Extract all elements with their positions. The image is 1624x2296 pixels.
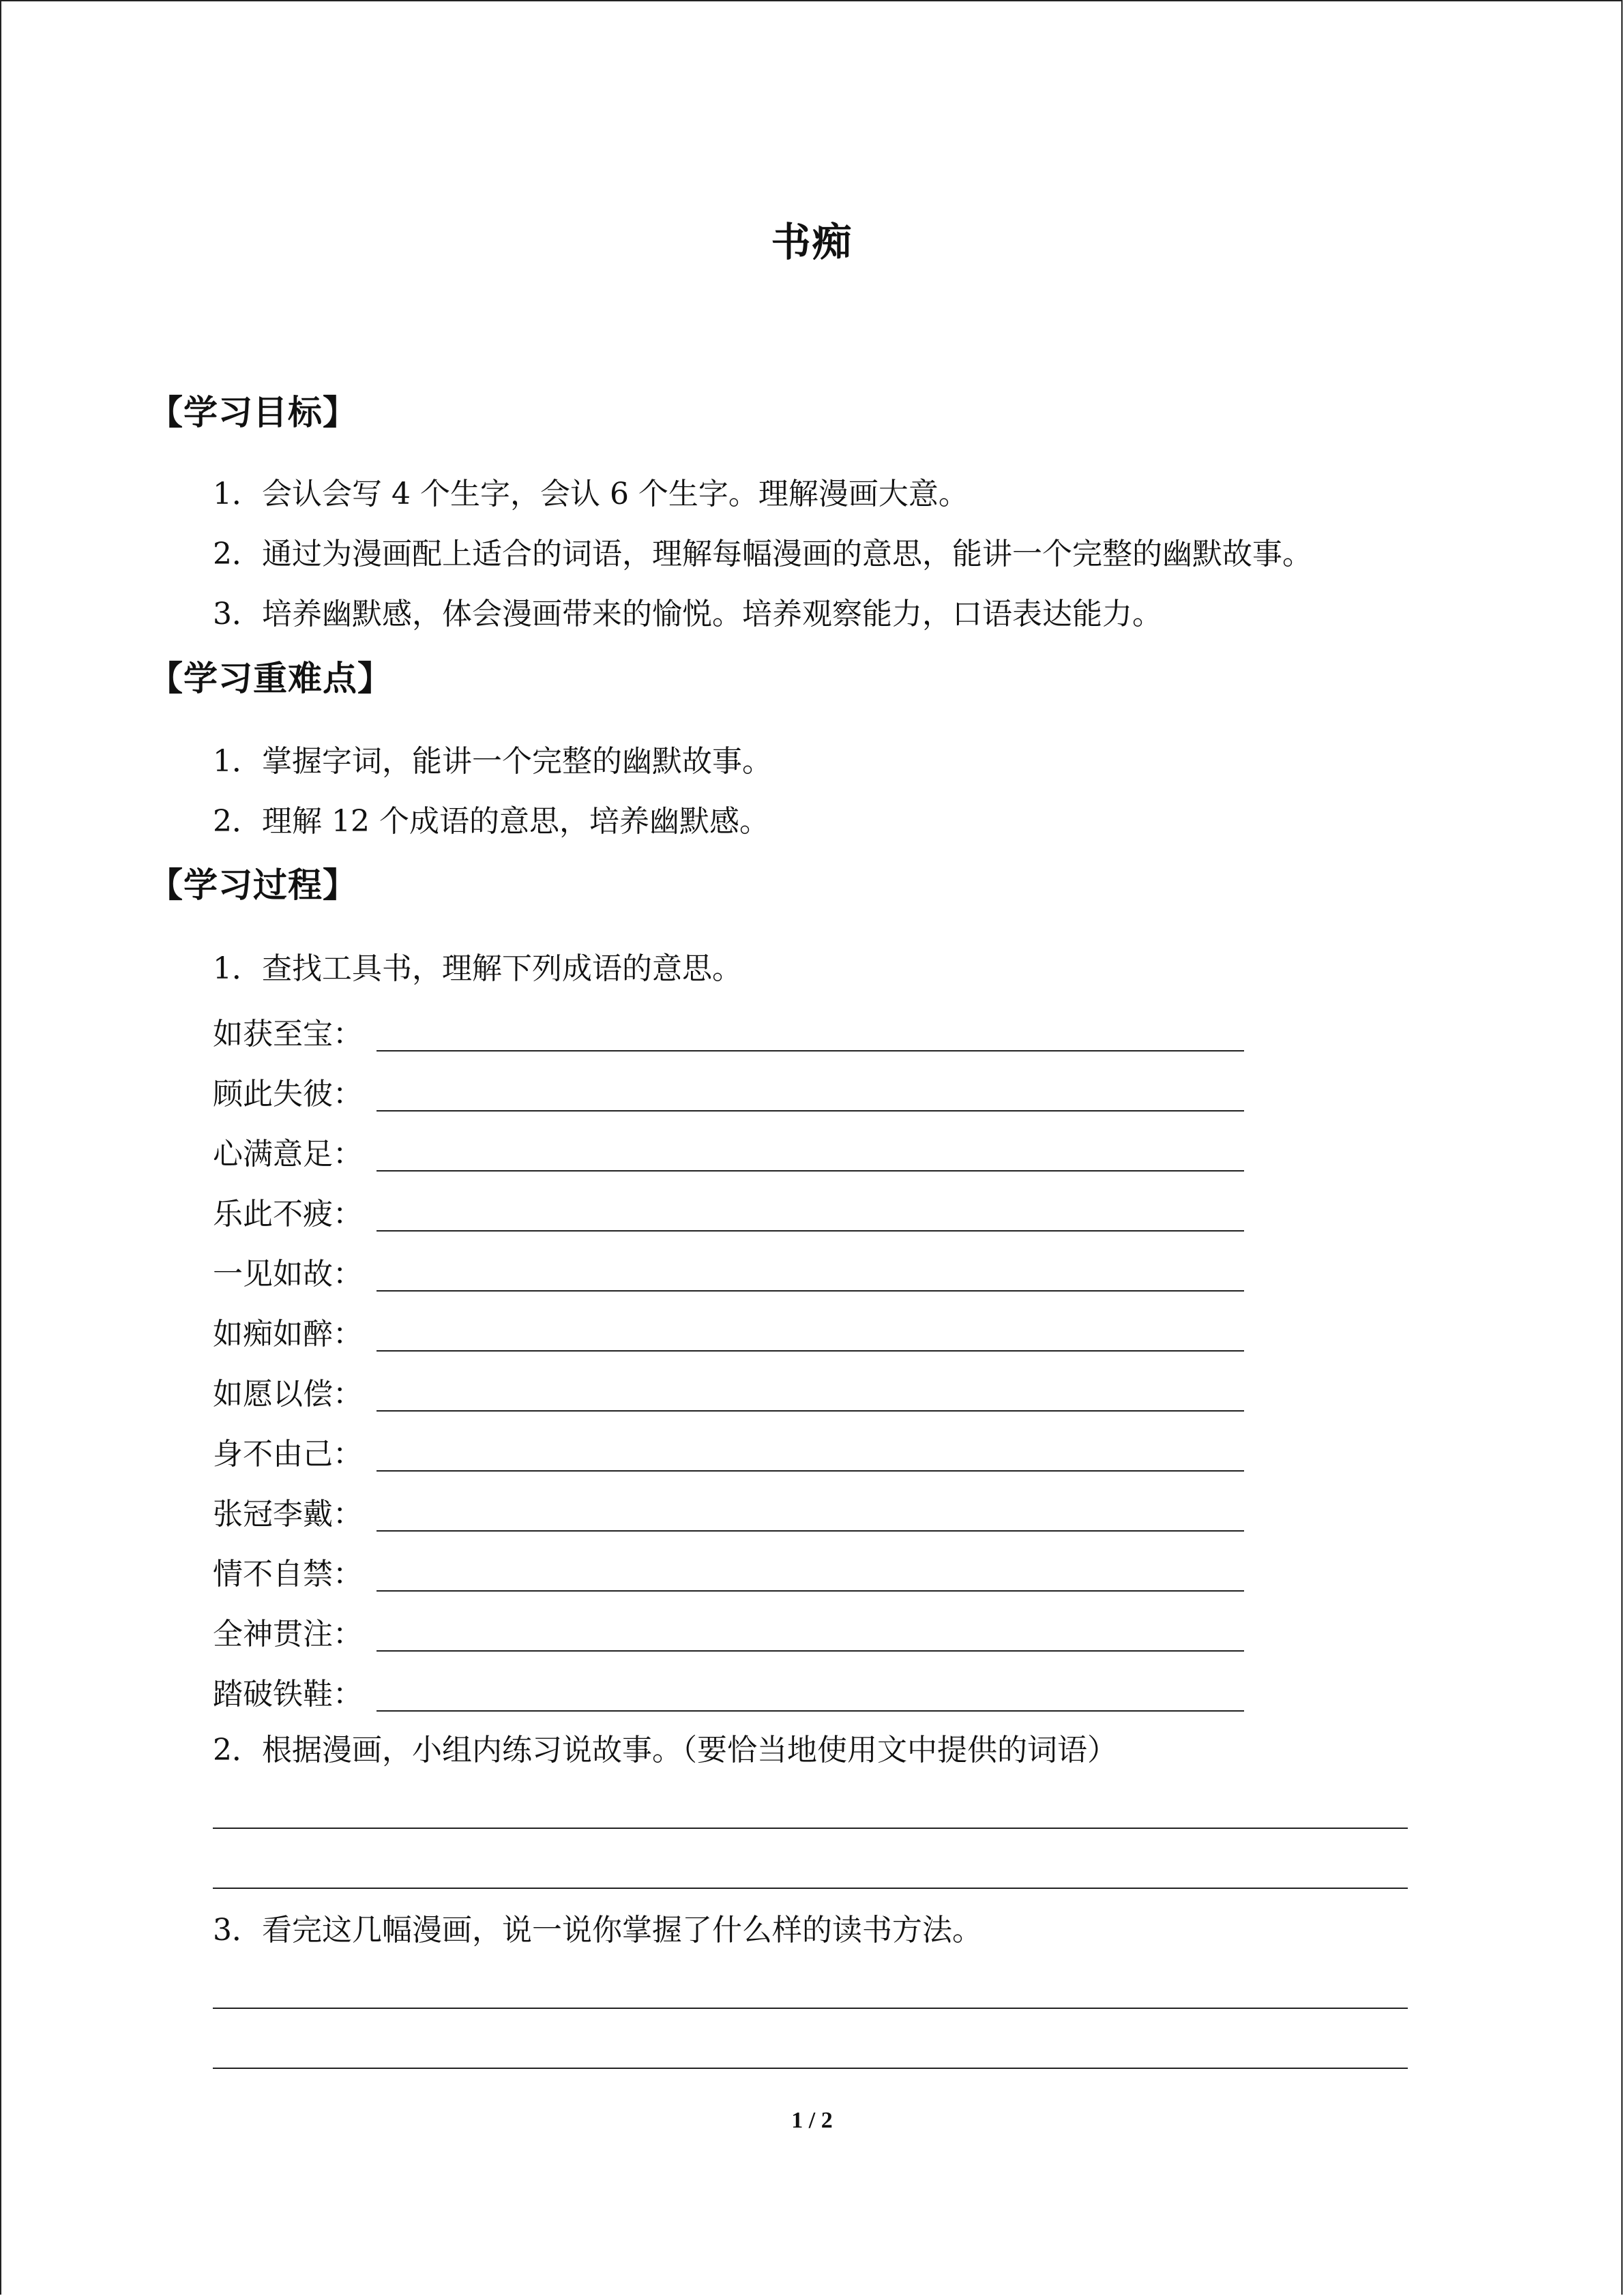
idiom-label: 全神贯注： [213, 1617, 363, 1652]
idiom-answer-line[interactable] [377, 1170, 1244, 1172]
task-3-prompt: 3．看完这几幅漫画，说一说你掌握了什么样的读书方法。 [213, 1913, 982, 1948]
idiom-label: 张冠李戴： [213, 1497, 363, 1532]
page-number: 1 / 2 [791, 2108, 833, 2133]
idiom-label: 乐此不疲： [213, 1197, 363, 1232]
task-2-answer-line[interactable] [213, 1828, 1408, 1829]
idiom-label: 如痴如醉： [213, 1317, 363, 1352]
idiom-answer-line[interactable] [377, 1230, 1244, 1232]
task-2-prompt: 2．根据漫画，小组内练习说故事。（要恰当地使用文中提供的词语） [213, 1733, 1117, 1768]
idiom-label: 踏破铁鞋： [213, 1677, 363, 1712]
key-point-item: 2．理解 12 个成语的意思，培养幽默感。 [213, 804, 769, 839]
idiom-answer-line[interactable] [377, 1590, 1244, 1592]
idiom-answer-line[interactable] [377, 1290, 1244, 1292]
objectives-heading: 【学习目标】 [149, 393, 357, 432]
task-3-answer-line[interactable] [213, 2008, 1408, 2009]
idiom-answer-line[interactable] [377, 1530, 1244, 1532]
idiom-answer-line[interactable] [377, 1470, 1244, 1472]
objective-item: 3．培养幽默感，体会漫画带来的愉悦。培养观察能力，口语表达能力。 [213, 597, 1162, 631]
objective-item: 2．通过为漫画配上适合的词语，理解每幅漫画的意思，能讲一个完整的幽默故事。 [213, 537, 1312, 571]
task-3-answer-line[interactable] [213, 2068, 1408, 2069]
idiom-label: 心满意足： [213, 1137, 363, 1172]
idiom-answer-line[interactable] [377, 1110, 1244, 1112]
task-2-answer-line[interactable] [213, 1888, 1408, 1889]
process-heading: 【学习过程】 [149, 865, 357, 905]
task-1-prompt: 1．查找工具书，理解下列成语的意思。 [213, 951, 742, 986]
idiom-label: 如愿以偿： [213, 1377, 363, 1412]
idiom-answer-line[interactable] [377, 1050, 1244, 1052]
key-points-heading: 【学习重难点】 [149, 659, 392, 698]
idiom-label: 情不自禁： [213, 1557, 363, 1592]
key-point-item: 1．掌握字词，能讲一个完整的幽默故事。 [213, 744, 772, 779]
idiom-answer-line[interactable] [377, 1410, 1244, 1412]
page-title: 书痴 [771, 219, 853, 265]
idiom-label: 身不由己： [213, 1437, 363, 1472]
idiom-answer-line[interactable] [377, 1710, 1244, 1712]
idiom-label: 如获至宝： [213, 1017, 363, 1052]
idiom-answer-line[interactable] [377, 1650, 1244, 1652]
idiom-label: 顾此失彼： [213, 1077, 363, 1112]
idiom-label: 一见如故： [213, 1257, 363, 1292]
idiom-answer-line[interactable] [377, 1350, 1244, 1352]
objective-item: 1．会认会写 4 个生字，会认 6 个生字。理解漫画大意。 [213, 477, 969, 511]
